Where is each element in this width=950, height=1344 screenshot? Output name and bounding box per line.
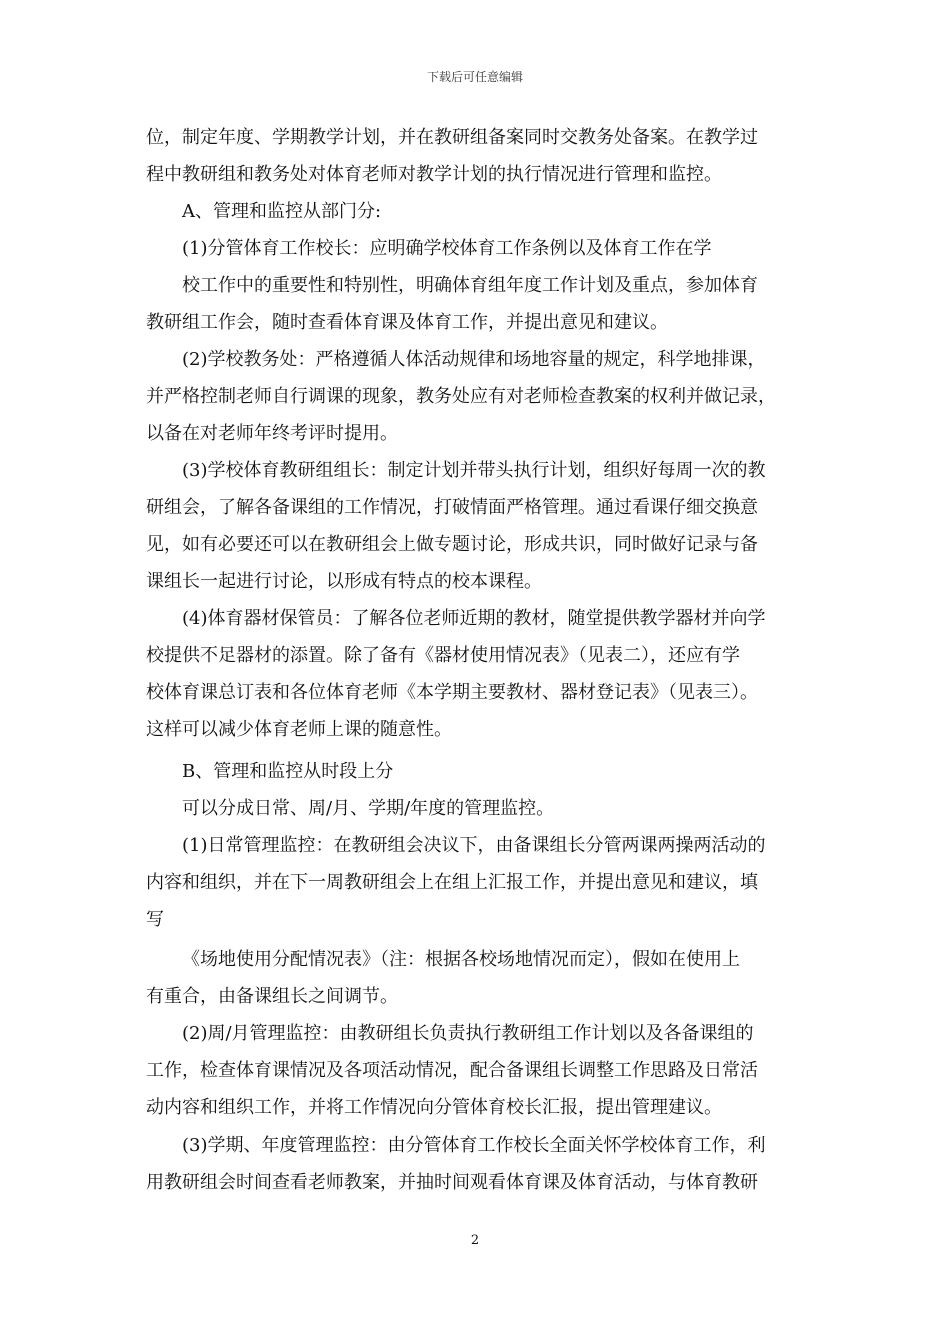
text-line: 课组长一起进行讨论，以形成有特点的校本课程。	[146, 571, 542, 592]
text-line: 可以分成日常、周/月、学期/年度的管理监控。	[182, 798, 555, 819]
text-line: (3)学期、年度管理监控：由分管体育工作校长全面关怀学校体育工作，利	[182, 1135, 766, 1156]
page-number: 2	[470, 1233, 480, 1248]
text-line: 并严格控制老师自行调课的现象，教务处应有对老师检查教案的权利并做记录，	[146, 386, 776, 407]
text-line: (1)分管体育工作校长：应明确学校体育工作条例以及体育工作在学	[182, 238, 712, 259]
text-line: 写	[146, 909, 164, 930]
text-line: 研组会，了解各备课组的工作情况，打破情面严格管理。通过看课仔细交换意	[146, 497, 758, 518]
text-line: 内容和组织，并在下一周教研组会上在组上汇报工作，并提出意见和建议，填	[146, 872, 758, 893]
page-header: 下载后可任意编辑	[426, 70, 523, 84]
text-line: 这样可以减少体育老师上课的随意性。	[146, 719, 452, 740]
text-line: 程中教研组和教务处对体育老师对教学计划的执行情况进行管理和监控。	[146, 164, 722, 185]
text-line: 用教研组会时间查看老师教案，并抽时间观看体育课及体育活动，与体育教研	[146, 1172, 758, 1193]
text-line: 位，制定年度、学期教学计划，并在教研组备案同时交教务处备案。在教学过	[146, 127, 758, 148]
text-line: 有重合，由备课组长之间调节。	[146, 986, 398, 1007]
text-line: B、管理和监控从时段上分	[182, 761, 394, 782]
text-line: 校体育课总订表和各位体育老师《本学期主要教材、器材登记表》（见表三）。	[146, 682, 758, 703]
text-line: 以备在对老师年终考评时提用。	[146, 423, 398, 444]
text-line: (2)周/月管理监控：由教研组长负责执行教研组工作计划以及各备课组的	[182, 1023, 754, 1044]
text-line: A、管理和监控从部门分:	[182, 201, 382, 222]
text-line: (4)体育器材保管员：了解各位老师近期的教材，随堂提供教学器材并向学	[182, 608, 766, 629]
text-line: 校工作中的重要性和特别性，明确体育组年度工作计划及重点，参加体育	[182, 275, 758, 296]
text-line: (1)日常管理监控：在教研组会决议下，由备课组长分管两课两操两活动的	[182, 835, 766, 856]
text-line: 校提供不足器材的添置。除了备有《器材使用情况表》（见表二），还应有学	[146, 645, 740, 666]
text-line: (2)学校教务处：严格遵循人体活动规律和场地容量的规定，科学地排课，	[182, 349, 766, 370]
text-line: 教研组工作会，随时查看体育课及体育工作，并提出意见和建议。	[146, 312, 668, 333]
text-line: 见，如有必要还可以在教研组会上做专题讨论，形成共识，同时做好记录与备	[146, 534, 758, 555]
text-line: 《场地使用分配情况表》（注：根据各校场地情况而定），假如在使用上	[182, 949, 740, 970]
text-line: (3)学校体育教研组组长：制定计划并带头执行计划，组织好每周一次的教	[182, 460, 766, 481]
text-line: 动内容和组织工作，并将工作情况向分管体育校长汇报，提出管理建议。	[146, 1097, 722, 1118]
text-line: 工作，检查体育课情况及各项活动情况，配合备课组长调整工作思路及日常活	[146, 1060, 758, 1081]
